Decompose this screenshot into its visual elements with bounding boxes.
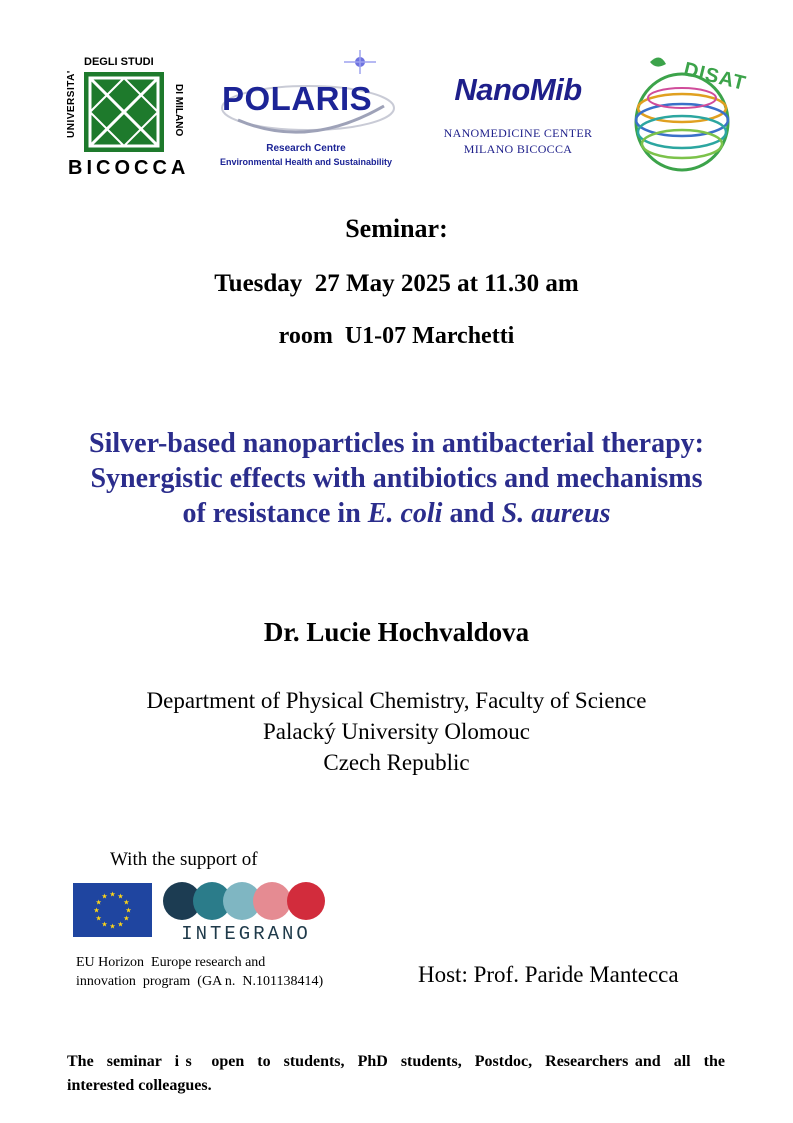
species-saureus: S. aureus <box>501 498 611 529</box>
eu-star-icon: ★ <box>95 898 102 907</box>
eu-stars-ring <box>73 883 152 937</box>
unimib-logo-top-text: DEGLI STUDI <box>84 56 154 68</box>
integrano-logo-name: INTEGRANO <box>181 923 311 945</box>
species-ecoli: E. coli <box>367 498 443 529</box>
nanomib-logo <box>428 72 608 162</box>
eu-star-icon: ★ <box>101 892 108 901</box>
speaker-affiliation <box>0 685 793 778</box>
eu-star-icon: ★ <box>101 920 108 929</box>
eu-flag-icon <box>73 883 152 937</box>
nanomib-logo-line2: MILANO BICOCCA <box>463 142 573 156</box>
event-room: room U1-07 Marchetti <box>278 323 515 349</box>
talk-title-line-1: Silver-based nanoparticles in antibacterial therapy: <box>89 428 704 459</box>
disat-logo <box>630 48 750 176</box>
unimib-logo-left-text: UNIVERSITA' <box>66 70 77 138</box>
speaker-name: Dr. Lucie Hochvaldova <box>263 617 530 647</box>
eu-star-icon: ★ <box>93 906 100 915</box>
nanomib-logo-line1: NANOMEDICINE CENTER <box>443 126 593 140</box>
talk-title-line-3-and: and <box>442 498 502 529</box>
eu-star-icon: ★ <box>117 920 124 929</box>
seminar-heading: Seminar: <box>345 214 448 243</box>
nanomib-logo-name: NanoMib <box>454 72 582 107</box>
talk-title-line-3-start: of resistance in <box>182 498 368 529</box>
eu-star-icon: ★ <box>109 890 116 899</box>
polaris-logo <box>208 50 404 174</box>
integrano-logo <box>162 881 330 945</box>
disat-logo-name: DISAT <box>681 58 749 96</box>
integrano-circles-icon <box>162 881 330 921</box>
audience-note: The seminar i s open to students, PhD students, Postdoc, Researchers and all the interested colleagues. <box>67 1053 733 1094</box>
unimib-logo <box>66 56 190 180</box>
eu-star-icon: ★ <box>125 906 132 915</box>
eu-star-icon: ★ <box>123 914 130 923</box>
support-label: With the support of <box>110 849 258 870</box>
affiliation-country: Czech Republic <box>323 750 470 775</box>
unimib-logo-right-text: DI MILANO <box>173 83 184 137</box>
talk-title-line-3 <box>0 496 793 531</box>
eu-funding-text: EU Horizon Europe research and innovation program (GA n. N.101138414) <box>76 955 324 989</box>
event-datetime: Tuesday 27 May 2025 at 11.30 am <box>214 270 579 297</box>
talk-title-line-2: Synergistic effects with antibiotics and mechanisms <box>90 463 703 494</box>
unimib-emblem-icon <box>84 72 164 152</box>
polaris-logo-tagline: Environmental Health and Sustainability <box>219 157 393 167</box>
unimib-logo-bottom-text: BICOCCA <box>68 157 190 179</box>
polaris-logo-subtitle: Research Centre <box>266 143 346 154</box>
host-name: Host: Prof. Paride Mantecca <box>418 962 679 987</box>
eu-star-icon: ★ <box>109 922 116 931</box>
talk-title <box>0 426 793 531</box>
eu-star-icon: ★ <box>117 892 124 901</box>
eu-star-icon: ★ <box>123 898 130 907</box>
eu-star-icon: ★ <box>95 914 102 923</box>
affiliation-university: Palacký University Olomouc <box>262 719 530 744</box>
affiliation-department: Department of Physical Chemistry, Faculty of Science <box>146 688 647 713</box>
polaris-logo-name: POLARIS <box>222 80 373 117</box>
